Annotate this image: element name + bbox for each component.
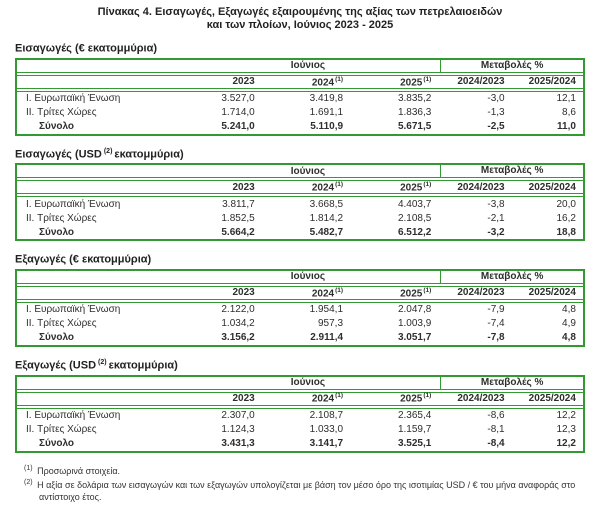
cell-change-1: -8,4 [487, 438, 505, 450]
col-header-2023 [175, 76, 263, 87]
col-header-2025 [352, 287, 440, 299]
col-header-2024-2023: 2024/2023 [457, 287, 505, 299]
cell-2023: 5.664,2 [221, 226, 255, 238]
table-body [17, 302, 583, 345]
group-header-row [17, 165, 583, 178]
cell-2024: 3.419,8 [309, 93, 344, 105]
col-header-2025-2024: 2025/2024 [528, 393, 576, 405]
cell-2024: 1.691,1 [309, 107, 344, 119]
cell-change-1: -1,3 [487, 107, 505, 119]
table-row-total [17, 437, 583, 451]
year-header-row [17, 180, 583, 194]
cell-2025: 2.365,4 [397, 410, 432, 422]
table-row-eu [17, 197, 583, 211]
footnote-1 [15, 463, 580, 478]
col-header-2025 [352, 392, 440, 404]
cell-change-1: -7,4 [487, 318, 505, 330]
group-header-row [17, 377, 583, 390]
row-label: I. Ευρωπαϊκή Ένωση [26, 93, 121, 105]
cell-2024: 5.482,7 [309, 226, 344, 238]
caption-text: Εξαγωγές (€ εκατομμύρια) [15, 253, 152, 266]
exports-usd-table [15, 375, 585, 453]
col-header-2023 [175, 182, 263, 193]
group-header-row [17, 60, 583, 73]
footnote-marker: (2) [24, 479, 33, 487]
cell-2025: 1.159,7 [397, 424, 432, 436]
caption-text: εκατομμύρια) [108, 359, 178, 372]
table-row-third-countries [17, 317, 583, 331]
table-row-third-countries [17, 211, 583, 225]
col-header-2024-2023: 2024/2023 [457, 76, 505, 88]
cell-2025: 3.525,1 [397, 438, 432, 450]
col-header-2025-2024: 2025/2024 [528, 287, 576, 299]
table-row-total [17, 331, 583, 345]
cell-2024: 3.668,5 [309, 198, 344, 210]
imports-usd-table [15, 163, 585, 241]
col-header-2024 [264, 181, 352, 193]
year-label: 2025 [400, 182, 423, 194]
year-label: 2023 [232, 287, 255, 299]
table-row-eu [17, 409, 583, 423]
cell-change-2: 4,8 [562, 304, 576, 316]
table-row-eu [17, 92, 583, 106]
footnote-ref-icon: (1) [335, 286, 344, 294]
caption-text: Εξαγωγές (USD [15, 359, 97, 372]
cell-change-1: -8,1 [487, 424, 505, 436]
changes-group-header: Μεταβολές % [440, 165, 583, 177]
cell-2023: 1.034,2 [221, 318, 255, 330]
cell-2025: 3.051,7 [397, 332, 432, 344]
table-body [17, 196, 583, 239]
year-label: 2024 [311, 182, 335, 194]
year-label: 2024 [311, 76, 335, 88]
cell-change-2: 20,0 [556, 198, 576, 210]
cell-change-1: -2,1 [487, 212, 505, 224]
cell-2023: 2.122,0 [221, 304, 255, 316]
row-label: Σύνολο [39, 226, 75, 238]
cell-2023: 1.714,0 [221, 107, 255, 119]
section-exports-eur [15, 253, 585, 347]
caption-text: Εισαγωγές (USD [15, 148, 102, 161]
footnote-ref-icon: (1) [335, 392, 344, 400]
row-label: II. Τρίτες Χώρες [26, 212, 97, 224]
page-title-line2: και των πλοίων, Ιούνιος 2023 - 2025 [206, 19, 394, 31]
cell-2024: 1.814,2 [309, 212, 344, 224]
footnote-2 [15, 477, 580, 503]
footnote-text: Προσωρινά στοιχεία. [37, 465, 121, 476]
year-label: 2023 [232, 76, 255, 88]
cell-change-1: -3,2 [487, 226, 505, 238]
cell-change-1: -7,9 [487, 304, 505, 316]
row-label: I. Ευρωπαϊκή Ένωση [26, 304, 121, 316]
cell-change-1: -3,0 [487, 93, 505, 105]
footnote-ref-icon: (1) [335, 181, 344, 189]
cell-2024: 5.110,9 [310, 121, 344, 133]
row-label: II. Τρίτες Χώρες [26, 424, 97, 436]
footnotes [15, 463, 585, 504]
exports-eur-table [15, 269, 585, 347]
year-label: 2025 [400, 288, 423, 300]
section-caption [15, 42, 585, 55]
cell-change-1: -8,6 [487, 410, 505, 422]
row-label: I. Ευρωπαϊκή Ένωση [26, 410, 121, 422]
cell-2024: 1.954,1 [309, 304, 344, 316]
cell-change-2: 4,8 [562, 332, 576, 344]
section-caption [15, 148, 585, 161]
table-row-eu [17, 303, 583, 317]
group-header-row [17, 271, 583, 284]
cell-change-2: 12,2 [556, 410, 576, 422]
cell-2023: 1.852,5 [221, 212, 255, 224]
row-label: Σύνολο [39, 438, 75, 450]
cell-2024: 2.911,4 [310, 332, 344, 344]
cell-2023: 3.156,2 [221, 332, 255, 344]
changes-group-header: Μεταβολές % [440, 377, 583, 389]
cell-change-2: 8,6 [562, 107, 576, 119]
footnote-ref-icon: (1) [423, 181, 432, 189]
col-header-2024 [264, 287, 352, 299]
section-caption [15, 359, 585, 372]
cell-change-1: -3,8 [487, 198, 505, 210]
cell-2025: 5.671,5 [397, 121, 432, 133]
table-row-total [17, 120, 583, 134]
cell-2024: 957,3 [318, 318, 344, 330]
year-label: 2024 [311, 393, 335, 405]
section-caption [15, 253, 585, 266]
col-header-2024-2023: 2024/2023 [457, 393, 505, 405]
cell-change-1: -7,8 [487, 332, 505, 344]
footnote-ref-icon: (1) [423, 286, 432, 294]
col-header-2025 [352, 181, 440, 193]
section-imports-eur [15, 42, 585, 136]
cell-2023: 1.124,3 [221, 424, 255, 436]
row-label: Σύνολο [39, 332, 75, 344]
section-imports-usd [15, 148, 585, 242]
table-body [17, 91, 583, 134]
cell-2024: 2.108,7 [309, 410, 344, 422]
caption-footnote-ref: (2) [103, 147, 113, 155]
changes-group-header: Μεταβολές % [440, 271, 583, 283]
cell-change-1: -2,5 [487, 121, 505, 133]
changes-group-header: Μεταβολές % [440, 60, 583, 72]
cell-2023: 3.431,3 [221, 438, 255, 450]
caption-footnote-ref: (2) [98, 358, 107, 366]
cell-2023: 2.307,0 [221, 410, 255, 422]
col-header-2025-2024: 2025/2024 [528, 76, 576, 88]
footnote-ref-icon: (1) [423, 75, 432, 83]
caption-text: εκατομμύρια) [114, 148, 184, 161]
cell-change-2: 12,3 [556, 424, 576, 436]
month-group-header: Ιούνιος [290, 271, 326, 283]
cell-change-2: 16,2 [556, 212, 576, 224]
cell-2025: 2.108,5 [397, 212, 432, 224]
footnote-marker: (1) [24, 464, 33, 472]
col-header-2024-2023: 2024/2023 [457, 181, 505, 193]
table-row-total [17, 225, 583, 239]
month-group-header: Ιούνιος [290, 377, 326, 389]
year-header-row [17, 286, 583, 300]
cell-change-2: 18,8 [556, 226, 576, 238]
imports-eur-table [15, 58, 585, 136]
cell-change-2: 4,9 [562, 318, 576, 330]
cell-2024: 3.141,7 [309, 438, 344, 450]
row-label: II. Τρίτες Χώρες [26, 107, 97, 119]
table-body [17, 408, 583, 451]
caption-text: Εισαγωγές (€ εκατομμύρια) [15, 42, 158, 55]
table-row-third-countries [17, 106, 583, 120]
footnote-text: Η αξία σε δολάρια των εισαγωγών και των εξαγωγών υπολογίζεται με βάση τον μέσο όρο της ισοτιμίας USD / € του μήνα αναφοράς στο αντίστοιχο έτος. [37, 480, 576, 502]
section-exports-usd [15, 359, 585, 453]
cell-2024: 1.033,0 [309, 424, 344, 436]
cell-change-2: 12,1 [556, 93, 576, 105]
document-header [15, 6, 585, 32]
col-header-2023 [175, 393, 263, 404]
col-header-2024 [264, 392, 352, 404]
year-header-row [17, 392, 583, 406]
table-row-third-countries [17, 423, 583, 437]
col-header-2025 [352, 76, 440, 88]
cell-change-2: 12,2 [556, 438, 576, 450]
col-header-2023 [175, 287, 263, 298]
col-header-2025-2024: 2025/2024 [528, 181, 576, 193]
cell-2023: 5.241,0 [221, 121, 255, 133]
row-label: II. Τρίτες Χώρες [26, 318, 97, 330]
year-label: 2025 [400, 393, 423, 405]
page-title-line1: Πίνακας 4. Εισαγωγές, Εξαγωγές εξαιρουμένης της αξίας των πετρελαιοειδών [97, 6, 503, 18]
cell-2023: 3.527,0 [221, 93, 255, 105]
month-group-header: Ιούνιος [290, 60, 326, 72]
cell-change-2: 11,0 [557, 121, 576, 133]
year-label: 2025 [400, 76, 423, 88]
cell-2025: 4.403,7 [397, 198, 432, 210]
footnote-ref-icon: (1) [335, 75, 344, 83]
cell-2025: 3.835,2 [397, 93, 432, 105]
cell-2025: 1.836,3 [397, 107, 432, 119]
cell-2025: 1.003,9 [397, 318, 432, 330]
cell-2025: 2.047,8 [397, 304, 432, 316]
cell-2023: 3.811,7 [222, 198, 255, 210]
cell-2025: 6.512,2 [397, 226, 432, 238]
col-header-2024 [264, 76, 352, 88]
row-label: Σύνολο [39, 121, 75, 133]
year-header-row [17, 75, 583, 89]
year-label: 2023 [232, 181, 255, 193]
footnote-ref-icon: (1) [423, 392, 432, 400]
year-label: 2023 [232, 393, 255, 405]
row-label: I. Ευρωπαϊκή Ένωση [26, 198, 121, 210]
year-label: 2024 [311, 288, 335, 300]
month-group-header: Ιούνιος [290, 165, 326, 177]
